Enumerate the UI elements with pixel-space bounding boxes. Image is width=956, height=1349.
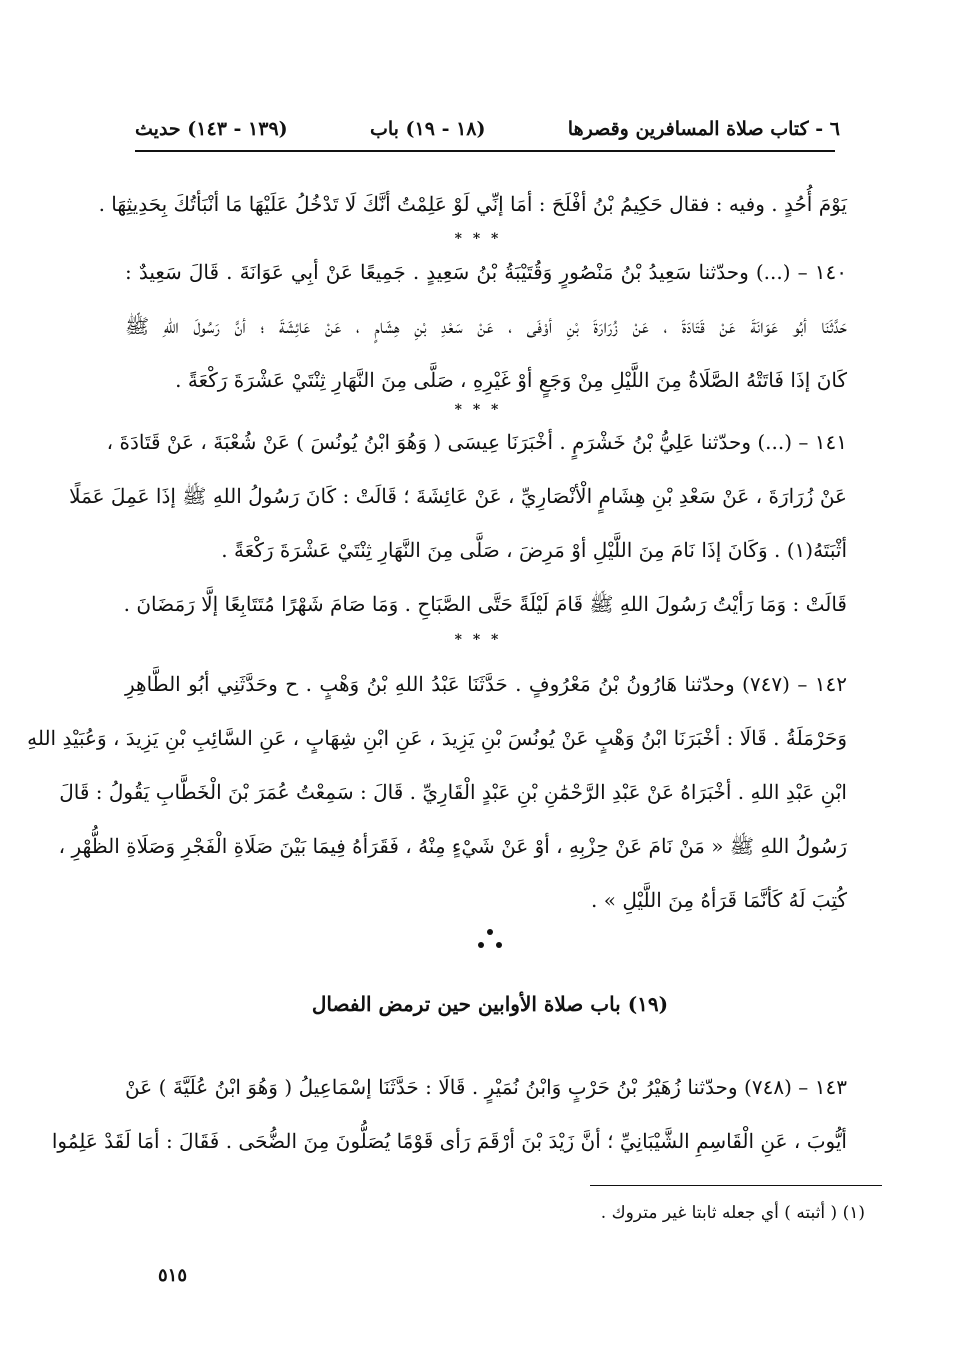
page-number: ٥١٥: [158, 1265, 188, 1286]
footnote: (١) ( أثبته ) أي جعله ثابتا غير متروك .: [600, 1203, 865, 1223]
text-line: ١٤١ – (...) وحدّثنا عَلِيُّ بْنُ خَشْرَمٍ . أخْبَرَنَا عِيسَى ( وَهُوَ ابْنُ يُونُسَ ) عَنْ شُعْبَةَ ، عَنْ قَتَادَةَ ،: [106, 430, 847, 454]
running-head: [135, 112, 840, 146]
text-line: ١٤٣ – (٧٤٨) وحدّثنا زُهَيْرُ بْنُ حَرْبٍ وَابْنُ نُمَيْرٍ . قَالَا : حَدَّثَنَا إسْمَاعِيلُ ( وَهُوَ ابْنُ عُلَيَّةَ ) عَنْ: [125, 1075, 847, 1099]
header-rule: [135, 150, 835, 152]
text-line: أيُّوبَ ، عَنِ الْقَاسِمِ الشَّيْبَانِيِّ ؛ أنَّ زَيْدَ بْنَ أرْقَمَ رَأى قَوْمًا يُصَلُّونَ مِنَ الضُّحَى . فَقَالَ : أمَا لَقَدْ عَلِمُوا: [51, 1129, 847, 1153]
text-line: رَسُولُ اللهِ ﷺ « مَنْ نَامَ عَنْ حِزْبِهِ ، أوْ عَنْ شَيْءٍ مِنْهُ ، فَقَرَأهُ فِيمَا بَيْنَ صَلَاةِ الْفَجْرِ وَصَلَاةِ الظُّهْرِ ،: [58, 834, 847, 858]
text-line: كُتِبَ لَهُ كَأنَّمَا قَرَأهُ مِنَ اللَّيْلِ » .: [591, 888, 847, 912]
section-ornament-icon: [470, 925, 510, 955]
chapter-title: (١٩) باب صلاة الأوابين حين ترمض الفصال: [311, 992, 669, 1016]
text-line: كَانَ إذَا فَاتَتْهُ الصَّلَاةُ مِنَ اللَّيْلِ مِنْ وَجَعٍ أوْ غَيْرِهِ ، صَلَّى مِنَ النَّهَارِ ثِنْتَيْ عَشْرَةَ رَكْعَةً .: [175, 368, 847, 392]
hadith-143: [51, 1060, 847, 1168]
hadith-140: [125, 245, 847, 407]
text-line: قَالَتْ : وَمَا رَأيْتُ رَسُولَ اللهِ ﷺ قَامَ لَيْلَةً حَتَّى الصَّبَاحِ . وَمَا صَامَ شَهْرًا مُتَتَابِعًا إلَّا رَمَضَانَ .: [123, 592, 847, 616]
text-line: حَدَّثَنَا أبُو عَوَانَةَ عَنْ قَتَادَةَ ، عَنْ زُرَارَةَ بْنِ أوْفَى ، عَنْ سَعْدِ بْنِ هِشَامٍ ، عَنْ عَائِشَةَ ؛ أنَّ رَسُولَ اللهِ ﷺ: [125, 314, 847, 338]
text-line: ابْنِ عَبْدِ اللهِ . أخْبَرَاهُ عَنْ عَبْدِ الرَّحْمَٰنِ بْنِ عَبْدٍ الْقَارِيِّ . قَالَ : سَمِعْتُ عُمَرَ بْنَ الْخَطَّابِ يَقُولُ : قَالَ: [59, 780, 847, 804]
paragraph-intro: [98, 177, 847, 231]
bab-range: (١٨ - ١٩) باب: [369, 118, 486, 140]
text-line: وَحَرْمَلَةُ . قَالَا : أخْبَرَنَا ابْنُ وَهْبٍ عَنْ يُونُسَ بْنِ يَزِيدَ ، عَنِ ابْنِ شِهَابٍ ، عَنِ السَّائِبِ بْنِ يَزِيدَ ، وَعُبَيْدِ اللهِ: [27, 726, 847, 750]
text-line: أثْبَتَهُ(١) . وَكَانَ إذَا نَامَ مِنَ اللَّيْلِ أوْ مَرِضَ ، صَلَّى مِنَ النَّهَارِ ثِنْتَيْ عَشْرَةَ رَكْعَةً .: [221, 538, 847, 562]
separator-stars: * * *: [454, 231, 502, 247]
hadith-range: (١٣٩ - ١٤٣) حديث: [135, 118, 288, 140]
text-line: ١٤٢ – (٧٤٧) وحدّثنا هَارُونُ بْنُ مَعْرُوفٍ . حَدَّثَنَا عَبْدُ اللهِ بْنُ وَهْبٍ . ح وحَدَّثَنِي أبُو الطَّاهِرِ: [125, 672, 847, 696]
hadith-141: [69, 415, 847, 631]
footnote-rule: [590, 1185, 882, 1186]
text-line: يَوْمَ أُحُدٍ . وفيه : فقال حَكِيمُ بْنُ أفْلَحَ : أمَا إنِّي لَوْ عَلِمْتُ أنَّكَ لَا تَدْخُلُ عَلَيْهَا مَا أنْبَأتُكَ بِحَدِيثِهَا .: [98, 192, 847, 216]
separator-stars: * * *: [454, 402, 502, 418]
separator-stars: * * *: [454, 632, 502, 648]
hadith-142: [27, 657, 847, 927]
text-line: عَنْ زُرَارَةَ ، عَنْ سَعْدِ بْنِ هِشَامٍ الْأنْصَارِيِّ ، عَنْ عَائِشَةَ ؛ قَالَتْ : كَانَ رَسُولُ اللهِ ﷺ إذَا عَمِلَ عَمَلًا: [69, 484, 847, 508]
text-line: ١٤٠ – (...) وحدّثنا سَعِيدُ بْنُ مَنْصُورٍ وَقُتَيْبَةُ بْنُ سَعِيدٍ . جَمِيعًا عَنْ أبِي عَوَانَةَ . قَالَ سَعِيدٌ :: [125, 260, 847, 284]
book-title: ٦ - كتاب صلاة المسافرين وقصرها: [567, 118, 840, 140]
